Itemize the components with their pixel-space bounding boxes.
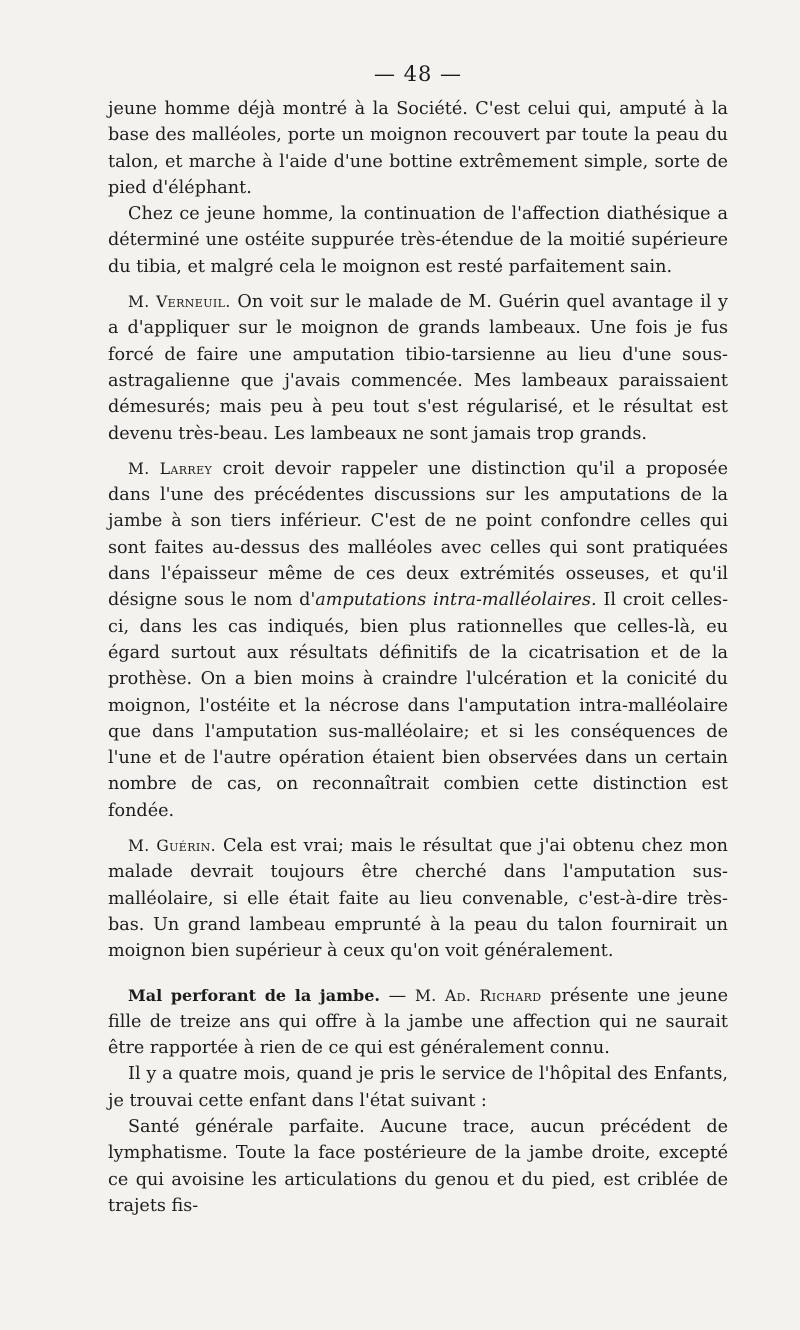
larrey-text-a: croit devoir rappeler une distinction qu'il a proposée dans l'une des précédentes discussions sur les amputations de la jambe à son tiers inférieur. C'est de ne point confondre celles qui sont faites au-dessus des malléoles avec celles qui sont pratiquées dans l'épaisseur même de ces deux extrémités osseuses, et qu'il désigne sous le nom d' xyxy=(108,458,729,611)
speaker-guerin: M. Guérin. xyxy=(128,837,216,856)
guerin-text: Cela est vrai; mais le résultat que j'ai obtenu chez mon malade devrait toujours être cherché dans l'amputation sus-malléolaire, si elle était faite au lieu convenable, c'est-à-dire très-bas. Un grand lambeau emprunté à la peau du talon fournirait un moignon bien supérieur à ceux qu'on voit généralement. xyxy=(108,836,728,962)
richard-text: présente une jeune fille de treize ans qui offre à la jambe une affection qui ne saurait être rapportée à rien de ce qui est généralement connu. xyxy=(108,985,729,1059)
paragraph-mal-perforant xyxy=(108,983,728,1062)
speaker-verneuil: M. Verneuil. xyxy=(128,293,231,312)
paragraph-8: Santé générale parfaite. Aucune trace, aucun précédent de lymphatisme. Toute la face postérieure de la jambe droite, excepté ce qui avoisine les articulations du genou et du pied, est criblée de trajets fis- xyxy=(108,1116,728,1216)
speaker-richard: M. Ad. Richard xyxy=(414,986,542,1005)
paragraph-7: Il y a quatre mois, quand je pris le service de l'hôpital des Enfants, je trouvai cette enfant dans l'état suivant : xyxy=(108,1064,728,1111)
verneuil-text: On voit sur le malade de M. Guérin quel avantage il y a d'appliquer sur le moignon de grands lambeaux. Une fois je fus forcé de faire une amputation tibio-tarsienne au lieu d'une sous-astragalienne que j'avais commencée. Mes lambeaux paraissaient démesurés; mais peu à peu tout s'est régularisé, et le résultat est devenu très-beau. Les lambeaux ne sont jamais trop grands. xyxy=(108,292,728,444)
page-number: — 48 — xyxy=(373,62,463,86)
paragraph-verneuil xyxy=(108,289,728,447)
paragraph-larrey xyxy=(108,456,728,824)
paragraph-1: jeune homme déjà montré à la Société. C'est celui qui, amputé à la base des malléoles, porte un moignon recouvert par toute la peau du talon, et marche à l'aide d'une bottine extrêmement simple, sorte de pied d'éléphant. xyxy=(108,99,728,198)
larrey-italic-term: amputations intra-malléolaires. xyxy=(315,590,597,611)
paragraph-guerin xyxy=(108,833,728,964)
section-heading: Mal perforant de la jambe. xyxy=(128,985,380,1005)
larrey-text-b: Il croit celles-ci, dans les cas indiqués, bien plus rationnelles que celles-là, eu égard surtout aux résultats définitifs de la cicatrisation et de la prothèse. On a bien moins à craindre l'ulcération et la conicité du moignon, l'ostéite et la nécrose dans l'amputation intra-malléolaire que dans l'amputation sus-malléolaire; et si les conséquences de l'une et de l'autre opération étaient bien observées dans un certain nombre de cas, on reconnaîtrait combien cette distinction est fondée. xyxy=(108,590,729,821)
speaker-larrey: M. Larrey xyxy=(128,459,213,478)
paragraph-2: Chez ce jeune homme, la continuation de l'affection diathésique a déterminé une ostéite suppurée très-étendue de la moitié supérieure du tibia, et malgré cela le moignon est resté parfaitement sain. xyxy=(108,204,728,277)
heading-dash: — xyxy=(379,985,415,1006)
